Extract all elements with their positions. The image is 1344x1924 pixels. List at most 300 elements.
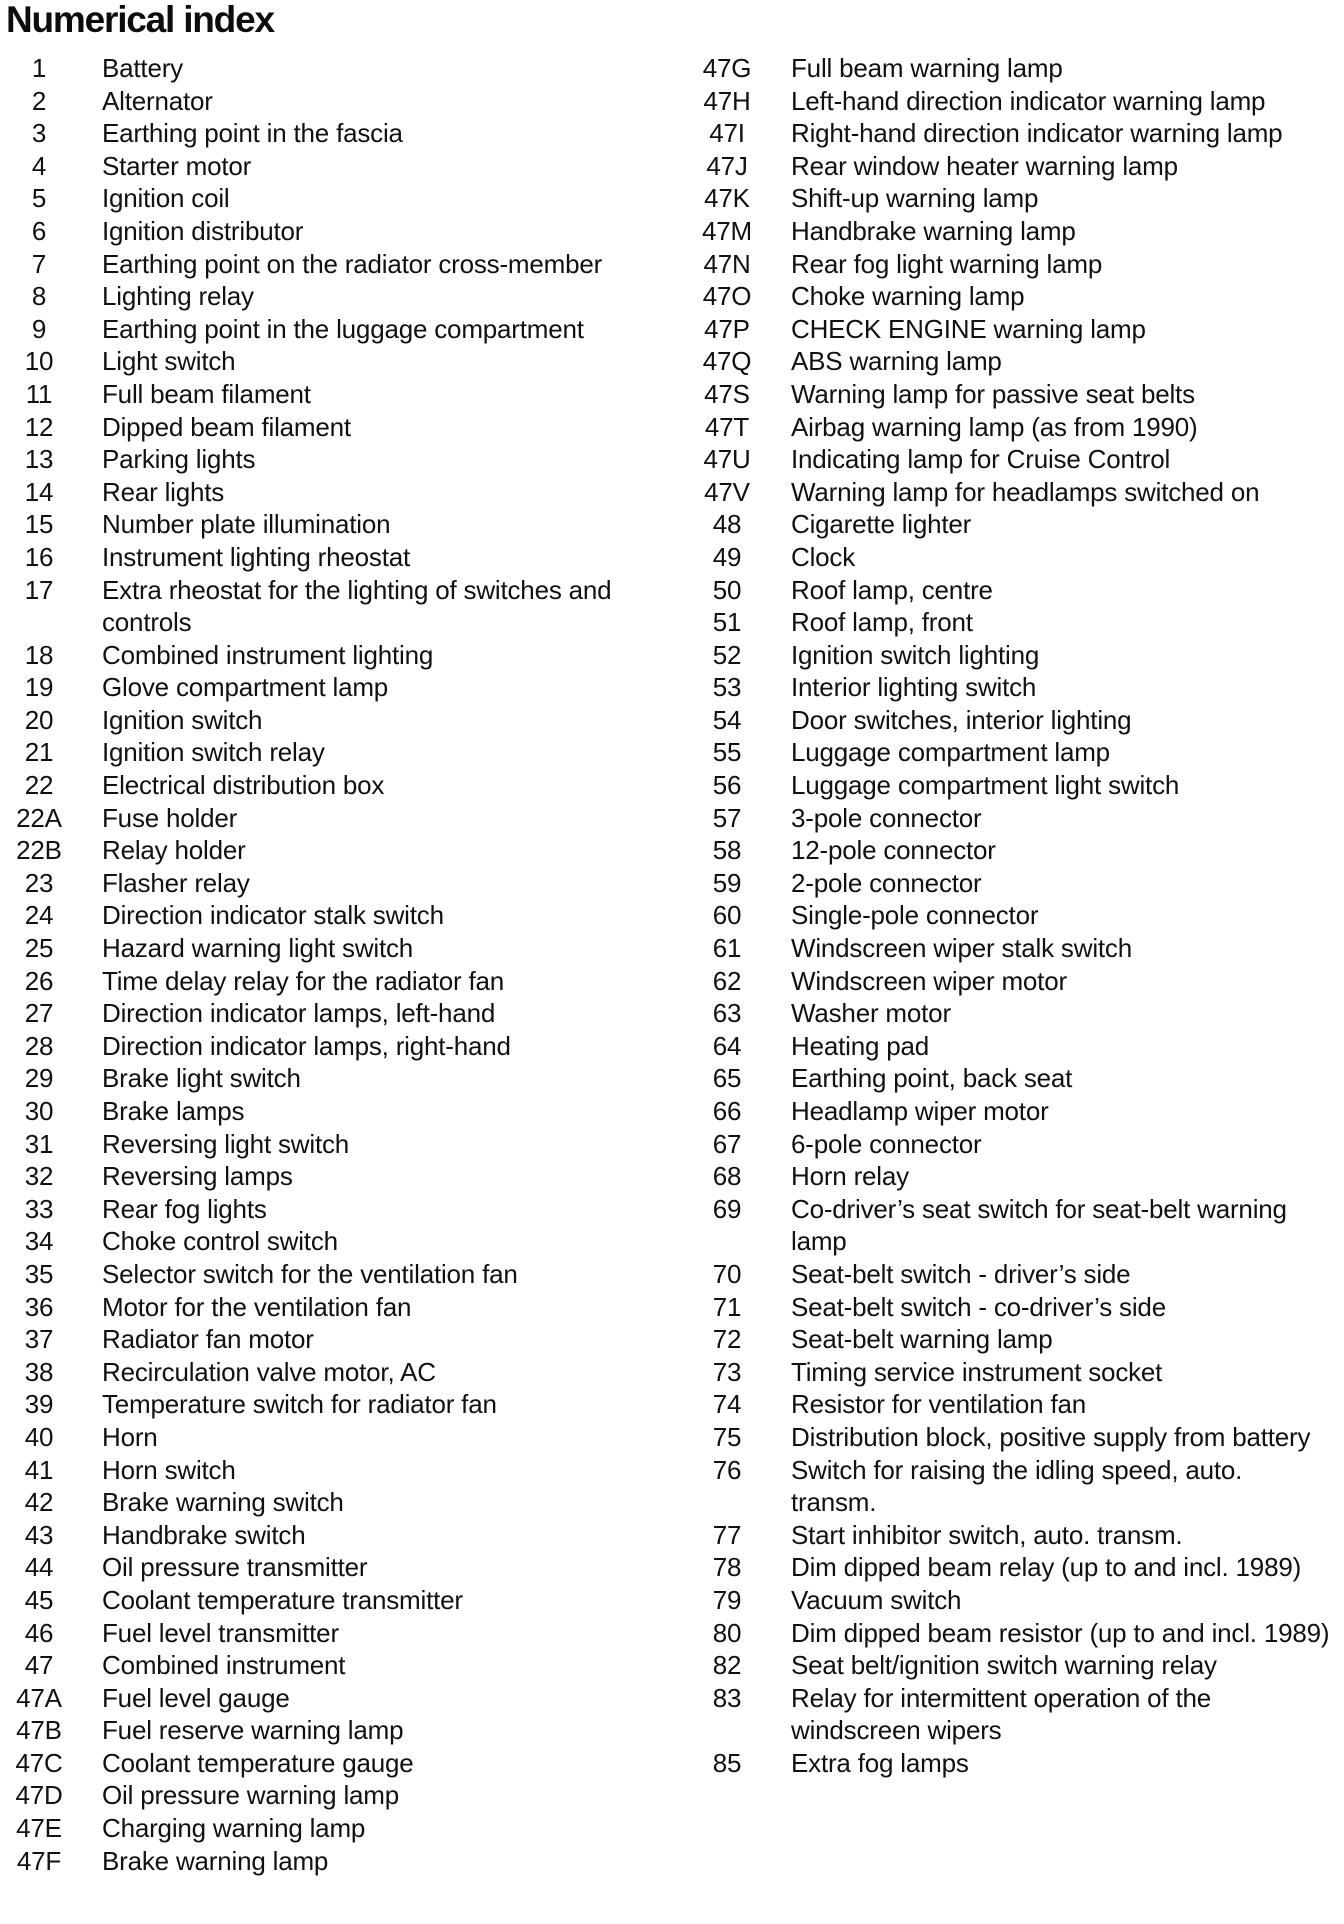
index-entry bbox=[6, 1160, 666, 1193]
index-entry bbox=[700, 411, 1340, 444]
index-entry bbox=[6, 476, 666, 509]
index-description: Switch for raising the idling speed, auto. transm. bbox=[791, 1454, 1243, 1518]
index-description: Warning lamp for headlamps switched on bbox=[791, 476, 1260, 507]
index-entry bbox=[700, 932, 1340, 965]
index-description: Light switch bbox=[102, 346, 236, 377]
index-entry bbox=[6, 1421, 666, 1454]
index-number: 56 bbox=[712, 770, 742, 801]
index-number: 41 bbox=[24, 1454, 54, 1485]
index-entry bbox=[6, 671, 666, 704]
index-number: 34 bbox=[24, 1226, 54, 1257]
index-number: 31 bbox=[24, 1128, 54, 1159]
index-number: 16 bbox=[24, 541, 54, 572]
index-entry bbox=[6, 248, 666, 281]
index-number: 61 bbox=[712, 933, 742, 964]
index-entry bbox=[700, 1258, 1340, 1291]
index-number: 51 bbox=[712, 607, 742, 638]
index-description: Choke warning lamp bbox=[791, 281, 1025, 312]
index-entry bbox=[6, 1714, 666, 1747]
index-description: Relay holder bbox=[102, 835, 246, 866]
index-number: 47Q bbox=[702, 346, 752, 377]
index-description: Earthing point, back seat bbox=[791, 1063, 1073, 1094]
index-entry bbox=[6, 1323, 666, 1356]
index-entry bbox=[700, 997, 1340, 1030]
index-entry bbox=[700, 1421, 1340, 1454]
index-description: Clock bbox=[791, 541, 856, 572]
index-number: 3 bbox=[31, 118, 47, 149]
index-entry bbox=[700, 965, 1340, 998]
index-number: 6 bbox=[31, 215, 47, 246]
index-entry bbox=[6, 1617, 666, 1650]
index-number: 45 bbox=[24, 1584, 54, 1615]
index-number: 55 bbox=[712, 737, 742, 768]
index-description: Electrical distribution box bbox=[102, 770, 385, 801]
index-description: Horn bbox=[102, 1421, 158, 1452]
index-description: Roof lamp, centre bbox=[791, 574, 993, 605]
index-description: Roof lamp, front bbox=[791, 607, 973, 638]
index-entry bbox=[6, 345, 666, 378]
index-number: 43 bbox=[24, 1519, 54, 1550]
index-entry bbox=[6, 85, 666, 118]
index-number: 42 bbox=[24, 1487, 54, 1518]
index-number: 47F bbox=[16, 1845, 62, 1876]
index-description: Temperature switch for radiator fan bbox=[102, 1389, 497, 1420]
index-description: Coolant temperature transmitter bbox=[102, 1584, 463, 1615]
index-number: 69 bbox=[712, 1193, 742, 1224]
index-entry bbox=[700, 1519, 1340, 1552]
index-description: Lighting relay bbox=[102, 281, 254, 312]
index-entry bbox=[6, 899, 666, 932]
index-description: Windscreen wiper stalk switch bbox=[791, 933, 1132, 964]
index-description: Extra rheostat for the lighting of switches and controls bbox=[102, 574, 612, 638]
index-number: 77 bbox=[712, 1519, 742, 1550]
index-entry bbox=[700, 1454, 1340, 1519]
index-description: 12-pole connector bbox=[791, 835, 996, 866]
index-number: 74 bbox=[712, 1389, 742, 1420]
index-number: 32 bbox=[24, 1161, 54, 1192]
index-number: 14 bbox=[24, 476, 54, 507]
index-number: 71 bbox=[712, 1291, 742, 1322]
index-description: Resistor for ventilation fan bbox=[791, 1389, 1086, 1420]
index-entry bbox=[6, 411, 666, 444]
index-description: Radiator fan motor bbox=[102, 1324, 314, 1355]
index-number: 48 bbox=[712, 509, 742, 540]
index-number: 12 bbox=[24, 411, 54, 442]
index-entry bbox=[700, 671, 1340, 704]
index-number: 47O bbox=[702, 281, 752, 312]
index-description: Oil pressure transmitter bbox=[102, 1552, 368, 1583]
index-entry bbox=[700, 1095, 1340, 1128]
index-entry bbox=[6, 508, 666, 541]
index-description: Rear fog light warning lamp bbox=[791, 248, 1103, 279]
index-number: 67 bbox=[712, 1128, 742, 1159]
index-number: 21 bbox=[24, 737, 54, 768]
index-entry bbox=[700, 476, 1340, 509]
index-entry bbox=[700, 834, 1340, 867]
index-number: 29 bbox=[24, 1063, 54, 1094]
index-description: Starter motor bbox=[102, 150, 252, 181]
index-number: 75 bbox=[712, 1421, 742, 1452]
index-entry bbox=[700, 280, 1340, 313]
index-number: 47I bbox=[709, 118, 745, 149]
index-entry bbox=[700, 769, 1340, 802]
index-entry bbox=[700, 345, 1340, 378]
index-number: 47M bbox=[702, 215, 752, 246]
index-number: 47A bbox=[16, 1682, 62, 1713]
index-description: Ignition switch relay bbox=[102, 737, 325, 768]
index-number: 47P bbox=[704, 313, 750, 344]
index-entry bbox=[700, 248, 1340, 281]
index-description: Oil pressure warning lamp bbox=[102, 1780, 400, 1811]
index-number: 52 bbox=[712, 639, 742, 670]
index-description: CHECK ENGINE warning lamp bbox=[791, 313, 1146, 344]
index-description: Ignition distributor bbox=[102, 215, 304, 246]
index-entry bbox=[700, 574, 1340, 607]
index-entry bbox=[6, 1551, 666, 1584]
index-description: Washer motor bbox=[791, 998, 951, 1029]
index-entry bbox=[700, 1388, 1340, 1421]
index-entry bbox=[700, 1682, 1340, 1747]
index-number: 65 bbox=[712, 1063, 742, 1094]
index-description: Headlamp wiper motor bbox=[791, 1096, 1049, 1126]
index-description: Combined instrument lighting bbox=[102, 639, 434, 670]
index-entry bbox=[700, 215, 1340, 248]
index-entry bbox=[6, 1062, 666, 1095]
index-description: Choke control switch bbox=[102, 1226, 338, 1257]
index-entry bbox=[700, 899, 1340, 932]
index-entry bbox=[700, 150, 1340, 183]
index-number: 47H bbox=[703, 85, 751, 116]
index-description: ABS warning lamp bbox=[791, 346, 1002, 377]
index-description: Handbrake switch bbox=[102, 1519, 306, 1550]
index-entry bbox=[6, 802, 666, 835]
index-entry bbox=[6, 834, 666, 867]
index-entry bbox=[6, 997, 666, 1030]
index-description: Dipped beam filament bbox=[102, 411, 351, 442]
index-description: Brake warning switch bbox=[102, 1487, 344, 1518]
index-entry bbox=[6, 378, 666, 411]
index-entry bbox=[6, 1519, 666, 1552]
index-entry bbox=[700, 1291, 1340, 1324]
index-entry bbox=[6, 52, 666, 85]
index-entry bbox=[6, 215, 666, 248]
index-description: Motor for the ventilation fan bbox=[102, 1291, 412, 1322]
index-entry bbox=[6, 1845, 666, 1878]
index-entry bbox=[6, 1291, 666, 1324]
index-description: Dim dipped beam resistor (up to and incl. 1989) bbox=[791, 1617, 1330, 1648]
index-entry bbox=[6, 443, 666, 476]
index-description: Full beam filament bbox=[102, 378, 311, 409]
index-description: 3-pole connector bbox=[791, 802, 982, 833]
index-entry bbox=[6, 1356, 666, 1389]
index-number: 47J bbox=[706, 150, 748, 181]
index-description: Timing service instrument socket bbox=[791, 1356, 1163, 1387]
index-column-right bbox=[700, 52, 1340, 1779]
index-description: Horn switch bbox=[102, 1454, 236, 1485]
index-description: Handbrake warning lamp bbox=[791, 215, 1076, 246]
index-number: 63 bbox=[712, 998, 742, 1029]
index-entry bbox=[6, 1454, 666, 1487]
index-entry bbox=[700, 443, 1340, 476]
index-number: 39 bbox=[24, 1389, 54, 1420]
index-number: 36 bbox=[24, 1291, 54, 1322]
index-description: Interior lighting switch bbox=[791, 672, 1037, 703]
index-entry bbox=[6, 280, 666, 313]
index-number: 83 bbox=[712, 1682, 742, 1713]
index-number: 27 bbox=[24, 998, 54, 1029]
index-description: Shift-up warning lamp bbox=[791, 183, 1039, 214]
index-description: Fuel level gauge bbox=[102, 1682, 290, 1713]
index-description: Reversing light switch bbox=[102, 1128, 350, 1159]
index-description: Fuel level transmitter bbox=[102, 1617, 339, 1648]
index-number: 2 bbox=[31, 85, 47, 116]
index-entry bbox=[700, 606, 1340, 639]
index-description: Heating pad bbox=[791, 1030, 930, 1061]
index-number: 28 bbox=[24, 1030, 54, 1061]
index-description: Flasher relay bbox=[102, 867, 250, 898]
index-number: 82 bbox=[712, 1650, 742, 1681]
index-number: 50 bbox=[712, 574, 742, 605]
index-entry bbox=[700, 378, 1340, 411]
index-entry bbox=[700, 508, 1340, 541]
index-description: Windscreen wiper motor bbox=[791, 965, 1067, 996]
index-entry bbox=[6, 1258, 666, 1291]
index-description: Selector switch for the ventilation fan bbox=[102, 1258, 518, 1289]
index-description: Left-hand direction indicator warning lamp bbox=[791, 85, 1266, 116]
index-entry bbox=[6, 769, 666, 802]
index-entry bbox=[700, 1323, 1340, 1356]
index-description: Time delay relay for the radiator fan bbox=[102, 965, 505, 996]
index-number: 10 bbox=[24, 346, 54, 377]
index-entry bbox=[700, 117, 1340, 150]
index-entry bbox=[6, 1649, 666, 1682]
index-number: 62 bbox=[712, 965, 742, 996]
index-entry bbox=[6, 704, 666, 737]
index-number: 22 bbox=[24, 770, 54, 801]
index-number: 7 bbox=[31, 248, 47, 279]
index-entry bbox=[700, 1617, 1340, 1650]
index-entry bbox=[6, 1095, 666, 1128]
index-description: Ignition switch lighting bbox=[791, 639, 1040, 670]
index-entry bbox=[6, 965, 666, 998]
index-entry bbox=[700, 85, 1340, 118]
index-description: Cigarette lighter bbox=[791, 509, 972, 540]
index-entry bbox=[700, 736, 1340, 769]
index-entry bbox=[700, 1551, 1340, 1584]
index-description: Seat-belt warning lamp bbox=[791, 1324, 1053, 1355]
index-description: Parking lights bbox=[102, 444, 256, 475]
index-entry bbox=[6, 1486, 666, 1519]
index-number: 23 bbox=[24, 867, 54, 898]
index-number: 46 bbox=[24, 1617, 54, 1648]
index-description: Luggage compartment lamp bbox=[791, 737, 1110, 768]
index-entry bbox=[700, 867, 1340, 900]
index-number: 38 bbox=[24, 1356, 54, 1387]
index-description: Seat-belt switch - driver’s side bbox=[791, 1258, 1131, 1289]
index-entry bbox=[6, 1682, 666, 1715]
index-description: Charging warning lamp bbox=[102, 1813, 366, 1844]
index-number: 78 bbox=[712, 1552, 742, 1583]
index-entry bbox=[700, 1584, 1340, 1617]
index-number: 47E bbox=[16, 1813, 62, 1844]
index-number: 19 bbox=[24, 672, 54, 703]
index-description: Rear lights bbox=[102, 476, 225, 507]
index-entry bbox=[6, 639, 666, 672]
index-description: Relay for intermittent operation of the windscreen wipers bbox=[791, 1682, 1211, 1746]
index-description: Battery bbox=[102, 53, 183, 83]
index-number: 47D bbox=[15, 1780, 63, 1811]
index-number: 24 bbox=[24, 900, 54, 931]
index-description: Brake lamps bbox=[102, 1096, 245, 1126]
index-number: 47G bbox=[702, 53, 752, 83]
index-description: Earthing point in the fascia bbox=[102, 118, 403, 149]
index-entry bbox=[700, 1160, 1340, 1193]
index-number: 18 bbox=[24, 639, 54, 670]
index-number: 47K bbox=[704, 183, 750, 214]
page-title: Numerical index bbox=[6, 0, 274, 40]
index-entry bbox=[700, 1747, 1340, 1780]
index-description: Warning lamp for passive seat belts bbox=[791, 378, 1195, 409]
index-number: 76 bbox=[712, 1454, 742, 1485]
index-number: 22A bbox=[16, 802, 62, 833]
index-entry bbox=[6, 150, 666, 183]
index-number: 49 bbox=[712, 541, 742, 572]
index-entry bbox=[700, 704, 1340, 737]
index-description: Seat belt/ignition switch warning relay bbox=[791, 1650, 1217, 1681]
index-number: 20 bbox=[24, 704, 54, 735]
index-description: Co-driver’s seat switch for seat-belt warning lamp bbox=[791, 1193, 1287, 1257]
index-description: Coolant temperature gauge bbox=[102, 1747, 414, 1778]
index-description: Start inhibitor switch, auto. transm. bbox=[791, 1519, 1183, 1550]
index-entry bbox=[6, 1225, 666, 1258]
index-number: 47B bbox=[16, 1715, 62, 1746]
index-description: Number plate illumination bbox=[102, 509, 391, 540]
index-description: Alternator bbox=[102, 85, 213, 116]
index-number: 66 bbox=[712, 1096, 742, 1126]
index-description: Hazard warning light switch bbox=[102, 933, 414, 964]
index-entry bbox=[6, 1030, 666, 1063]
index-description: Airbag warning lamp (as from 1990) bbox=[791, 411, 1198, 442]
index-description: Horn relay bbox=[791, 1161, 909, 1192]
index-number: 64 bbox=[712, 1030, 742, 1061]
index-number: 60 bbox=[712, 900, 742, 931]
index-number: 37 bbox=[24, 1324, 54, 1355]
index-description: Recirculation valve motor, AC bbox=[102, 1356, 436, 1387]
index-description: Direction indicator stalk switch bbox=[102, 900, 444, 931]
index-description: Luggage compartment light switch bbox=[791, 770, 1180, 801]
index-description: Direction indicator lamps, right-hand bbox=[102, 1030, 511, 1061]
index-description: Rear fog lights bbox=[102, 1193, 267, 1224]
index-number: 44 bbox=[24, 1552, 54, 1583]
index-number: 79 bbox=[712, 1584, 742, 1615]
index-number: 47U bbox=[703, 444, 751, 475]
index-description: 2-pole connector bbox=[791, 867, 982, 898]
index-entry bbox=[6, 867, 666, 900]
index-entry bbox=[6, 1779, 666, 1812]
index-description: Fuel reserve warning lamp bbox=[102, 1715, 404, 1746]
index-entry bbox=[700, 1030, 1340, 1063]
index-entry bbox=[700, 1356, 1340, 1389]
index-number: 17 bbox=[24, 574, 54, 605]
index-number: 73 bbox=[712, 1356, 742, 1387]
index-number: 47V bbox=[704, 476, 750, 507]
index-entry bbox=[6, 1747, 666, 1780]
index-number: 30 bbox=[24, 1096, 54, 1126]
index-description: Right-hand direction indicator warning lamp bbox=[791, 118, 1283, 149]
index-entry bbox=[6, 1193, 666, 1226]
index-number: 59 bbox=[712, 867, 742, 898]
index-number: 57 bbox=[712, 802, 742, 833]
index-number: 15 bbox=[24, 509, 54, 540]
index-number: 53 bbox=[712, 672, 742, 703]
index-entry bbox=[700, 639, 1340, 672]
index-number: 1 bbox=[31, 53, 47, 83]
index-number: 47S bbox=[704, 378, 750, 409]
index-description: Combined instrument bbox=[102, 1650, 346, 1681]
index-number: 68 bbox=[712, 1161, 742, 1192]
index-entry bbox=[6, 117, 666, 150]
index-description: Rear window heater warning lamp bbox=[791, 150, 1178, 181]
index-number: 4 bbox=[31, 150, 47, 181]
index-description: Dim dipped beam relay (up to and incl. 1989) bbox=[791, 1552, 1302, 1583]
index-entry bbox=[700, 1128, 1340, 1161]
index-number: 47 bbox=[24, 1650, 54, 1681]
index-entry bbox=[6, 541, 666, 574]
index-number: 26 bbox=[24, 965, 54, 996]
index-description: Brake light switch bbox=[102, 1063, 301, 1094]
index-number: 80 bbox=[712, 1617, 742, 1648]
index-entry bbox=[700, 313, 1340, 346]
index-number: 25 bbox=[24, 933, 54, 964]
index-description: Indicating lamp for Cruise Control bbox=[791, 444, 1171, 475]
index-description: Seat-belt switch - co-driver’s side bbox=[791, 1291, 1166, 1322]
index-description: Full beam warning lamp bbox=[791, 53, 1063, 83]
index-entry bbox=[6, 932, 666, 965]
index-number: 54 bbox=[712, 704, 742, 735]
index-number: 13 bbox=[24, 444, 54, 475]
index-entry bbox=[6, 1388, 666, 1421]
index-entry bbox=[700, 1193, 1340, 1258]
index-entry bbox=[700, 1649, 1340, 1682]
index-number: 5 bbox=[31, 183, 47, 214]
index-description: Single-pole connector bbox=[791, 900, 1039, 931]
index-description: 6-pole connector bbox=[791, 1128, 982, 1159]
index-entry bbox=[6, 313, 666, 346]
index-entry bbox=[6, 182, 666, 215]
index-description: Brake warning lamp bbox=[102, 1845, 329, 1876]
index-number: 33 bbox=[24, 1193, 54, 1224]
index-number: 70 bbox=[712, 1258, 742, 1289]
index-description: Reversing lamps bbox=[102, 1161, 293, 1192]
index-number: 47T bbox=[704, 411, 750, 442]
index-description: Instrument lighting rheostat bbox=[102, 541, 411, 572]
index-entry bbox=[6, 574, 666, 639]
index-number: 8 bbox=[31, 281, 47, 312]
index-description: Door switches, interior lighting bbox=[791, 704, 1132, 735]
index-description: Earthing point on the radiator cross-member bbox=[102, 248, 603, 279]
index-description: Extra fog lamps bbox=[791, 1747, 969, 1778]
index-description: Ignition switch bbox=[102, 704, 263, 735]
index-number: 22B bbox=[16, 835, 62, 866]
index-entry bbox=[700, 182, 1340, 215]
index-number: 11 bbox=[25, 378, 53, 409]
index-description: Ignition coil bbox=[102, 183, 230, 214]
index-column-left bbox=[6, 52, 666, 1877]
index-entry bbox=[6, 1812, 666, 1845]
index-description: Direction indicator lamps, left-hand bbox=[102, 998, 496, 1029]
index-number: 47N bbox=[703, 248, 751, 279]
index-description: Fuse holder bbox=[102, 802, 238, 833]
